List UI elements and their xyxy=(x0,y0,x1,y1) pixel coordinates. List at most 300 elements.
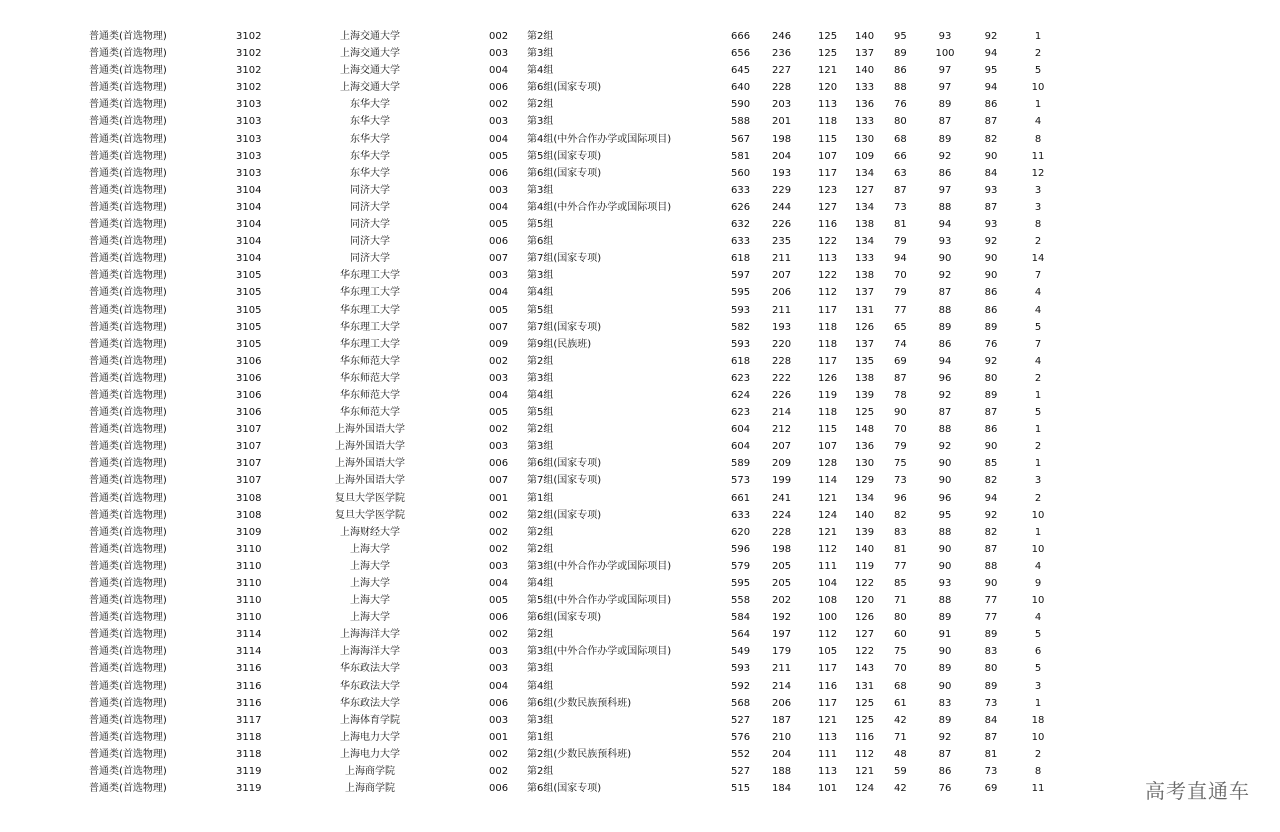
cell-category: 普通类(首选物理) xyxy=(89,201,167,213)
cell-chinese-math-sum: 224 xyxy=(772,509,792,521)
cell-math: 122 xyxy=(855,646,875,658)
cell-subject-1: 87 xyxy=(938,116,952,128)
cell-school-code: 3107 xyxy=(236,424,262,436)
cell-rank: 18 xyxy=(1031,714,1045,726)
cell-category: 普通类(首选物理) xyxy=(89,646,167,658)
cell-category: 普通类(首选物理) xyxy=(89,407,167,419)
cell-school-name: 上海财经大学 xyxy=(340,526,400,538)
cell-subject-2: 82 xyxy=(984,475,998,487)
cell-subject-1: 88 xyxy=(938,201,952,213)
cell-chinese: 101 xyxy=(818,783,838,795)
cell-total-score: 618 xyxy=(731,253,751,265)
cell-math: 137 xyxy=(855,287,875,299)
cell-subject-2: 90 xyxy=(984,270,998,282)
cell-group-code: 004 xyxy=(489,389,509,401)
cell-total-score: 623 xyxy=(731,407,751,419)
cell-subject-2: 93 xyxy=(984,219,998,231)
cell-rank: 8 xyxy=(1034,766,1042,778)
cell-group-code: 006 xyxy=(489,612,509,624)
cell-subject-1: 87 xyxy=(938,407,952,419)
cell-subject-2: 87 xyxy=(984,116,998,128)
cell-group-code: 002 xyxy=(489,629,509,641)
table-row xyxy=(0,79,1280,96)
cell-math: 127 xyxy=(855,629,875,641)
cell-chinese-math-sum: 187 xyxy=(772,714,792,726)
cell-rank: 14 xyxy=(1031,253,1045,265)
cell-subject-1: 90 xyxy=(938,458,952,470)
cell-chinese-math-sum: 228 xyxy=(772,355,792,367)
cell-english: 79 xyxy=(894,287,907,299)
cell-subject-1: 86 xyxy=(938,338,952,350)
cell-group-code: 006 xyxy=(489,458,509,470)
cell-rank: 6 xyxy=(1034,646,1042,658)
cell-subject-2: 87 xyxy=(984,731,998,743)
cell-category: 普通类(首选物理) xyxy=(89,543,167,555)
cell-subject-2: 87 xyxy=(984,407,998,419)
cell-school-code: 3106 xyxy=(236,372,262,384)
cell-chinese-math-sum: 205 xyxy=(772,578,792,589)
cell-rank: 5 xyxy=(1034,65,1042,77)
cell-school-name: 上海商学院 xyxy=(345,783,395,795)
cell-category: 普通类(首选物理) xyxy=(89,82,167,94)
cell-math: 140 xyxy=(855,65,875,77)
cell-group-code: 005 xyxy=(489,595,509,607)
cell-subject-2: 77 xyxy=(984,595,998,607)
cell-english: 94 xyxy=(894,253,907,265)
table-row xyxy=(0,216,1280,233)
cell-chinese: 116 xyxy=(818,680,838,692)
cell-school-name: 华东理工大学 xyxy=(340,287,400,299)
cell-total-score: 593 xyxy=(731,304,751,316)
cell-english: 68 xyxy=(894,680,907,692)
cell-subject-2: 86 xyxy=(984,304,998,316)
cell-math: 133 xyxy=(855,82,875,94)
cell-chinese-math-sum: 244 xyxy=(772,201,792,213)
table-row xyxy=(0,438,1280,455)
cell-group-code: 001 xyxy=(489,731,509,743)
cell-math: 135 xyxy=(855,355,875,367)
cell-chinese: 107 xyxy=(818,150,838,162)
cell-chinese: 111 xyxy=(818,560,838,572)
cell-english: 48 xyxy=(894,748,907,760)
cell-math: 119 xyxy=(855,560,875,572)
cell-group-name: 第3组 xyxy=(527,714,554,726)
cell-chinese-math-sum: 197 xyxy=(772,629,792,641)
cell-school-code: 3104 xyxy=(236,201,262,213)
cell-subject-2: 94 xyxy=(984,82,998,94)
cell-group-name: 第6组(国家专项) xyxy=(527,612,602,624)
cell-subject-1: 92 xyxy=(938,270,952,282)
cell-math: 138 xyxy=(855,219,875,231)
cell-math: 134 xyxy=(855,236,875,248)
cell-subject-1: 92 xyxy=(938,150,952,162)
cell-group-name: 第2组 xyxy=(527,424,554,436)
cell-group-name: 第3组 xyxy=(527,184,554,196)
cell-group-name: 第3组 xyxy=(527,270,554,282)
cell-chinese: 112 xyxy=(818,543,838,555)
table-row xyxy=(0,148,1280,165)
cell-category: 普通类(首选物理) xyxy=(89,492,167,504)
cell-school-name: 华东师范大学 xyxy=(340,389,400,401)
table-row xyxy=(0,609,1280,626)
cell-category: 普通类(首选物理) xyxy=(89,714,167,726)
table-row xyxy=(0,507,1280,524)
cell-subject-2: 89 xyxy=(984,389,998,401)
cell-category: 普通类(首选物理) xyxy=(89,783,167,795)
cell-group-code: 004 xyxy=(489,133,509,145)
cell-group-name: 第4组 xyxy=(527,65,554,77)
cell-total-score: 645 xyxy=(731,65,751,77)
table-row xyxy=(0,524,1280,541)
cell-school-name: 同济大学 xyxy=(350,201,390,213)
cell-category: 普通类(首选物理) xyxy=(89,560,167,572)
cell-category: 普通类(首选物理) xyxy=(89,253,167,265)
cell-subject-2: 93 xyxy=(984,184,998,196)
cell-math: 140 xyxy=(855,543,875,555)
cell-school-code: 3103 xyxy=(236,116,262,128)
table-row xyxy=(0,643,1280,660)
cell-chinese-math-sum: 184 xyxy=(772,783,792,795)
cell-chinese: 112 xyxy=(818,287,838,299)
cell-school-code: 3108 xyxy=(236,509,262,521)
table-row xyxy=(0,62,1280,79)
cell-school-code: 3102 xyxy=(236,48,262,60)
cell-english: 42 xyxy=(894,783,907,795)
cell-group-code: 002 xyxy=(489,766,509,778)
cell-english: 73 xyxy=(894,475,907,487)
cell-subject-2: 73 xyxy=(984,766,998,778)
cell-english: 70 xyxy=(894,424,907,436)
cell-school-name: 上海商学院 xyxy=(345,766,395,778)
cell-group-name: 第3组 xyxy=(527,372,554,384)
cell-total-score: 632 xyxy=(731,219,751,231)
cell-school-code: 3114 xyxy=(236,646,262,658)
cell-chinese-math-sum: 202 xyxy=(772,595,792,607)
table-row xyxy=(0,284,1280,301)
cell-subject-2: 84 xyxy=(984,167,998,179)
cell-school-code: 3103 xyxy=(236,99,262,111)
cell-subject-1: 90 xyxy=(938,475,952,487)
cell-chinese-math-sum: 226 xyxy=(772,219,792,231)
cell-english: 68 xyxy=(894,133,907,145)
cell-school-code: 3118 xyxy=(236,748,262,760)
cell-group-code: 003 xyxy=(489,714,509,726)
cell-english: 80 xyxy=(894,612,907,624)
cell-chinese: 112 xyxy=(818,629,838,641)
table-row xyxy=(0,472,1280,489)
cell-english: 79 xyxy=(894,441,907,453)
cell-category: 普通类(首选物理) xyxy=(89,766,167,778)
cell-english: 83 xyxy=(894,526,907,538)
cell-total-score: 604 xyxy=(731,424,751,436)
cell-total-score: 576 xyxy=(731,731,751,743)
cell-english: 76 xyxy=(894,99,907,111)
cell-chinese-math-sum: 211 xyxy=(772,304,792,316)
table-row xyxy=(0,336,1280,353)
cell-total-score: 618 xyxy=(731,355,751,367)
cell-rank: 8 xyxy=(1034,133,1042,145)
cell-group-code: 004 xyxy=(489,65,509,77)
cell-total-score: 564 xyxy=(731,629,751,641)
cell-chinese-math-sum: 207 xyxy=(772,441,792,453)
cell-chinese-math-sum: 204 xyxy=(772,748,792,760)
cell-subject-2: 80 xyxy=(984,372,998,384)
cell-school-code: 3104 xyxy=(236,184,262,196)
cell-subject-2: 95 xyxy=(984,65,998,77)
cell-chinese-math-sum: 198 xyxy=(772,543,792,555)
cell-math: 136 xyxy=(855,441,875,453)
cell-category: 普通类(首选物理) xyxy=(89,629,167,641)
cell-school-code: 3105 xyxy=(236,304,262,316)
cell-english: 66 xyxy=(894,150,907,162)
cell-subject-1: 76 xyxy=(938,783,952,795)
table-row xyxy=(0,302,1280,319)
cell-math: 131 xyxy=(855,680,875,692)
cell-chinese-math-sum: 201 xyxy=(772,116,792,128)
cell-rank: 5 xyxy=(1034,629,1042,641)
cell-subject-1: 88 xyxy=(938,526,952,538)
cell-subject-2: 94 xyxy=(984,492,998,504)
cell-subject-1: 92 xyxy=(938,731,952,743)
cell-total-score: 588 xyxy=(731,116,751,128)
cell-group-code: 006 xyxy=(489,236,509,248)
cell-school-name: 上海交通大学 xyxy=(340,48,400,60)
cell-total-score: 597 xyxy=(731,270,751,282)
cell-category: 普通类(首选物理) xyxy=(89,287,167,299)
cell-english: 80 xyxy=(894,116,907,128)
cell-chinese-math-sum: 198 xyxy=(772,133,792,145)
cell-subject-2: 88 xyxy=(984,560,998,572)
cell-chinese: 117 xyxy=(818,697,838,709)
cell-school-code: 3102 xyxy=(236,65,262,77)
cell-category: 普通类(首选物理) xyxy=(89,526,167,538)
cell-total-score: 527 xyxy=(731,714,751,726)
cell-school-code: 3110 xyxy=(236,595,262,607)
cell-total-score: 590 xyxy=(731,99,751,111)
cell-school-name: 华东师范大学 xyxy=(340,407,400,419)
cell-total-score: 527 xyxy=(731,766,751,778)
cell-chinese-math-sum: 210 xyxy=(772,731,792,743)
cell-total-score: 549 xyxy=(731,646,751,658)
cell-category: 普通类(首选物理) xyxy=(89,372,167,384)
cell-group-name: 第2组 xyxy=(527,543,554,555)
cell-school-code: 3103 xyxy=(236,167,262,179)
cell-chinese: 115 xyxy=(818,424,838,436)
cell-rank: 2 xyxy=(1034,236,1042,248)
cell-group-code: 003 xyxy=(489,116,509,128)
cell-math: 137 xyxy=(855,48,875,60)
cell-group-name: 第7组(国家专项) xyxy=(527,475,602,487)
cell-subject-1: 88 xyxy=(938,304,952,316)
cell-subject-1: 89 xyxy=(938,321,952,333)
table-row xyxy=(0,695,1280,712)
cell-category: 普通类(首选物理) xyxy=(89,731,167,743)
cell-group-code: 006 xyxy=(489,783,509,795)
cell-category: 普通类(首选物理) xyxy=(89,338,167,350)
cell-rank: 2 xyxy=(1034,748,1042,760)
cell-group-name: 第6组(国家专项) xyxy=(527,167,602,179)
cell-group-name: 第6组(国家专项) xyxy=(527,82,602,94)
cell-school-code: 3103 xyxy=(236,150,262,162)
cell-group-name: 第2组 xyxy=(527,99,554,111)
cell-group-name: 第5组 xyxy=(527,304,554,316)
cell-chinese: 121 xyxy=(818,492,838,504)
cell-group-code: 005 xyxy=(489,219,509,231)
cell-chinese: 107 xyxy=(818,441,838,453)
cell-total-score: 582 xyxy=(731,321,751,333)
cell-chinese-math-sum: 193 xyxy=(772,321,792,333)
cell-chinese: 113 xyxy=(818,99,838,111)
cell-subject-2: 80 xyxy=(984,663,998,675)
cell-school-code: 3114 xyxy=(236,629,262,641)
table-row xyxy=(0,592,1280,609)
cell-school-name: 上海外国语大学 xyxy=(335,458,405,470)
cell-category: 普通类(首选物理) xyxy=(89,65,167,77)
cell-group-code: 007 xyxy=(489,475,509,487)
cell-subject-2: 84 xyxy=(984,714,998,726)
cell-category: 普通类(首选物理) xyxy=(89,612,167,624)
cell-chinese: 117 xyxy=(818,304,838,316)
cell-school-code: 3105 xyxy=(236,270,262,282)
cell-math: 130 xyxy=(855,133,875,145)
cell-category: 普通类(首选物理) xyxy=(89,680,167,692)
cell-subject-2: 92 xyxy=(984,355,998,367)
cell-math: 121 xyxy=(855,766,875,778)
table-row xyxy=(0,575,1280,592)
cell-rank: 12 xyxy=(1031,167,1045,179)
cell-rank: 10 xyxy=(1031,82,1045,94)
cell-group-name: 第1组 xyxy=(527,731,554,743)
cell-chinese-math-sum: 222 xyxy=(772,372,792,384)
table-row xyxy=(0,28,1280,45)
cell-category: 普通类(首选物理) xyxy=(89,236,167,248)
cell-rank: 7 xyxy=(1034,338,1042,350)
cell-group-name: 第4组 xyxy=(527,389,554,401)
cell-english: 85 xyxy=(894,578,907,589)
cell-school-code: 3110 xyxy=(236,560,262,572)
cell-chinese-math-sum: 193 xyxy=(772,167,792,179)
cell-rank: 4 xyxy=(1034,304,1042,316)
cell-math: 134 xyxy=(855,492,875,504)
cell-math: 116 xyxy=(855,731,875,743)
cell-school-name: 华东政法大学 xyxy=(340,697,400,709)
cell-category: 普通类(首选物理) xyxy=(89,99,167,111)
cell-school-code: 3106 xyxy=(236,407,262,419)
cell-school-code: 3110 xyxy=(236,543,262,555)
cell-rank: 4 xyxy=(1034,560,1042,572)
cell-english: 75 xyxy=(894,458,907,470)
cell-chinese-math-sum: 229 xyxy=(772,184,792,196)
cell-math: 125 xyxy=(855,407,875,419)
cell-chinese-math-sum: 226 xyxy=(772,389,792,401)
cell-chinese-math-sum: 241 xyxy=(772,492,792,504)
cell-rank: 11 xyxy=(1031,150,1045,162)
cell-school-name: 上海交通大学 xyxy=(340,65,400,77)
cell-group-code: 002 xyxy=(489,526,509,538)
cell-group-code: 002 xyxy=(489,543,509,555)
cell-subject-2: 73 xyxy=(984,697,998,709)
table-row xyxy=(0,233,1280,250)
cell-chinese-math-sum: 227 xyxy=(772,65,792,77)
cell-english: 95 xyxy=(894,31,907,42)
cell-subject-1: 95 xyxy=(938,509,952,521)
cell-category: 普通类(首选物理) xyxy=(89,441,167,453)
cell-group-code: 002 xyxy=(489,99,509,111)
cell-school-name: 东华大学 xyxy=(350,116,390,128)
cell-category: 普通类(首选物理) xyxy=(89,355,167,367)
cell-total-score: 584 xyxy=(731,612,751,624)
cell-subject-1: 92 xyxy=(938,441,952,453)
cell-subject-2: 92 xyxy=(984,236,998,248)
cell-subject-1: 94 xyxy=(938,355,952,367)
table-row xyxy=(0,712,1280,729)
cell-subject-2: 87 xyxy=(984,201,998,213)
cell-rank: 5 xyxy=(1034,407,1042,419)
cell-rank: 11 xyxy=(1031,783,1045,795)
cell-subject-2: 89 xyxy=(984,629,998,641)
cell-school-name: 上海海洋大学 xyxy=(340,646,400,658)
cell-group-name: 第6组(国家专项) xyxy=(527,783,602,795)
cell-math: 129 xyxy=(855,475,875,487)
cell-chinese: 100 xyxy=(818,612,838,624)
cell-rank: 3 xyxy=(1034,184,1042,196)
cell-group-code: 004 xyxy=(489,287,509,299)
cell-english: 78 xyxy=(894,389,907,401)
cell-english: 87 xyxy=(894,184,907,196)
cell-chinese: 121 xyxy=(818,65,838,77)
cell-group-name: 第2组 xyxy=(527,526,554,538)
cell-group-name: 第3组 xyxy=(527,116,554,128)
cell-school-code: 3105 xyxy=(236,338,262,350)
cell-chinese: 117 xyxy=(818,167,838,179)
cell-math: 120 xyxy=(855,595,875,607)
cell-subject-1: 96 xyxy=(938,492,952,504)
cell-english: 77 xyxy=(894,560,907,572)
cell-subject-1: 97 xyxy=(938,65,952,77)
cell-subject-2: 82 xyxy=(984,133,998,145)
cell-total-score: 604 xyxy=(731,441,751,453)
cell-english: 70 xyxy=(894,270,907,282)
cell-total-score: 592 xyxy=(731,680,751,692)
cell-school-code: 3116 xyxy=(236,663,262,675)
cell-subject-1: 87 xyxy=(938,287,952,299)
cell-school-name: 同济大学 xyxy=(350,253,390,265)
cell-math: 139 xyxy=(855,526,875,538)
cell-category: 普通类(首选物理) xyxy=(89,184,167,196)
cell-school-name: 华东师范大学 xyxy=(340,355,400,367)
cell-group-code: 002 xyxy=(489,355,509,367)
cell-school-name: 同济大学 xyxy=(350,219,390,231)
cell-school-code: 3116 xyxy=(236,680,262,692)
cell-subject-1: 86 xyxy=(938,167,952,179)
cell-chinese: 120 xyxy=(818,82,838,94)
cell-total-score: 568 xyxy=(731,697,751,709)
cell-rank: 2 xyxy=(1034,441,1042,453)
cell-chinese-math-sum: 212 xyxy=(772,424,792,436)
cell-school-code: 3104 xyxy=(236,219,262,231)
cell-school-name: 上海外国语大学 xyxy=(335,424,405,436)
cell-group-name: 第4组 xyxy=(527,578,554,589)
cell-math: 136 xyxy=(855,99,875,111)
cell-subject-1: 90 xyxy=(938,680,952,692)
cell-subject-1: 90 xyxy=(938,253,952,265)
cell-group-code: 006 xyxy=(489,167,509,179)
cell-category: 普通类(首选物理) xyxy=(89,48,167,60)
cell-category: 普通类(首选物理) xyxy=(89,475,167,487)
cell-school-code: 3110 xyxy=(236,612,262,624)
cell-math: 134 xyxy=(855,201,875,213)
cell-total-score: 624 xyxy=(731,389,751,401)
